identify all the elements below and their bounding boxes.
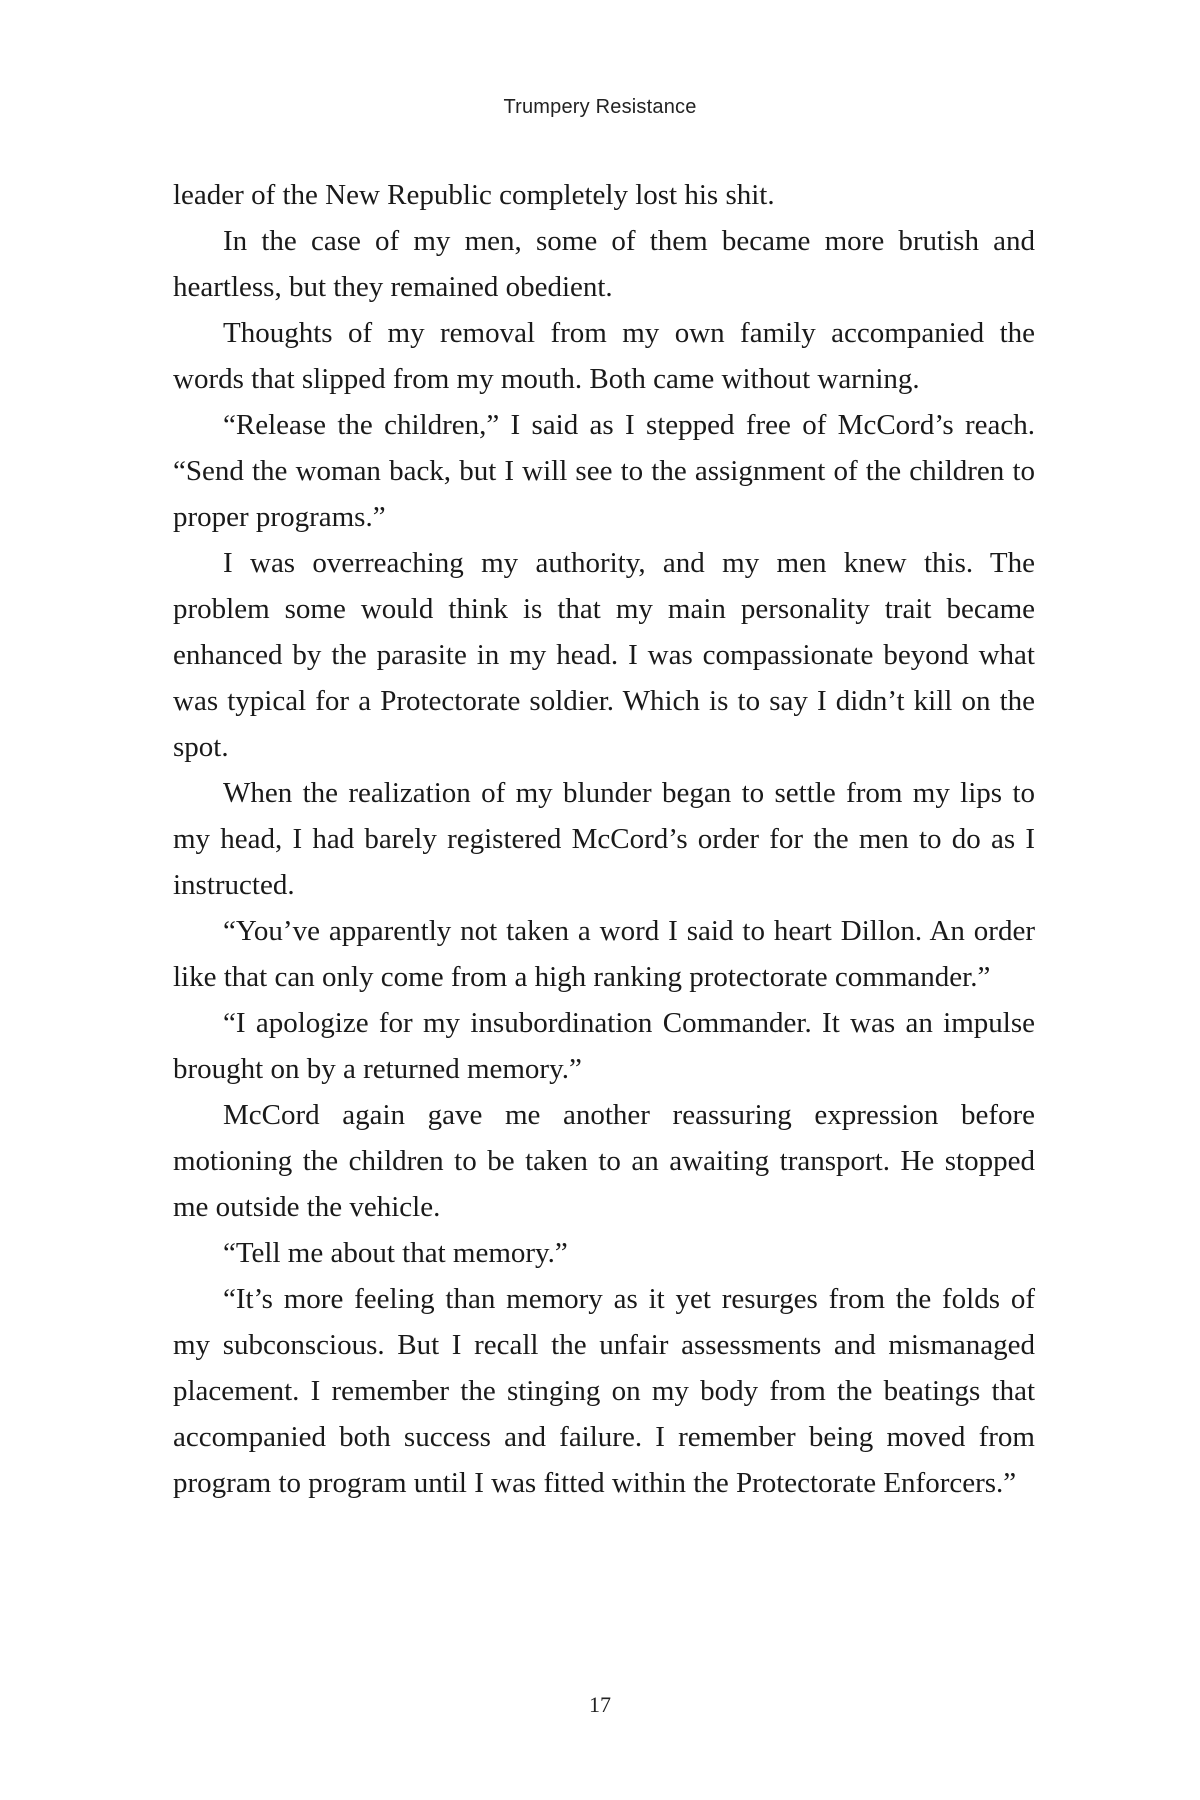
paragraph: “It’s more feeling than memory as it yet resurges from the folds of my subconscious. But I recall the unfair assessments and mismanaged placement. I remember the stinging on my body from the beatings that accompanied both success and failure. I remember being moved from program to program until I was fitted within the Protectorate Enforcers.”	[173, 1283, 1035, 1499]
paragraph: “Tell me about that memory.”	[223, 1237, 568, 1269]
page-number: 17	[589, 1692, 611, 1717]
paragraph: McCord again gave me another reassuring expression before motioning the children to be taken to an awaiting transport. He stopped me outside the vehicle.	[173, 1099, 1035, 1223]
paragraph: “I apologize for my insubordination Commander. It was an impulse brought on by a returned memory.”	[173, 1007, 1035, 1085]
paragraph: Thoughts of my removal from my own family accompanied the words that slipped from my mouth. Both came without warning.	[173, 317, 1035, 395]
paragraph: leader of the New Republic completely lost his shit.	[173, 179, 775, 211]
paragraph: “You’ve apparently not taken a word I said to heart Dillon. An order like that can only come from a high ranking protectorate commander.”	[173, 915, 1035, 993]
paragraph: In the case of my men, some of them became more brutish and heartless, but they remained obedient.	[173, 225, 1035, 303]
paragraph: When the realization of my blunder began to settle from my lips to my head, I had barely registered McCord’s order for the men to do as I instructed.	[173, 777, 1035, 901]
body-text	[173, 172, 1035, 1506]
paragraph: “Release the children,” I said as I stepped free of McCord’s reach. “Send the woman back, but I will see to the assignment of the children to proper programs.”	[173, 409, 1035, 533]
paragraph: I was overreaching my authority, and my men knew this. The problem some would think is that my main personality trait became enhanced by the parasite in my head. I was compassionate beyond what was typical for a Protectorate soldier. Which is to say I didn’t kill on the spot.	[173, 547, 1035, 763]
running-header-title: Trumpery Resistance	[503, 96, 697, 118]
